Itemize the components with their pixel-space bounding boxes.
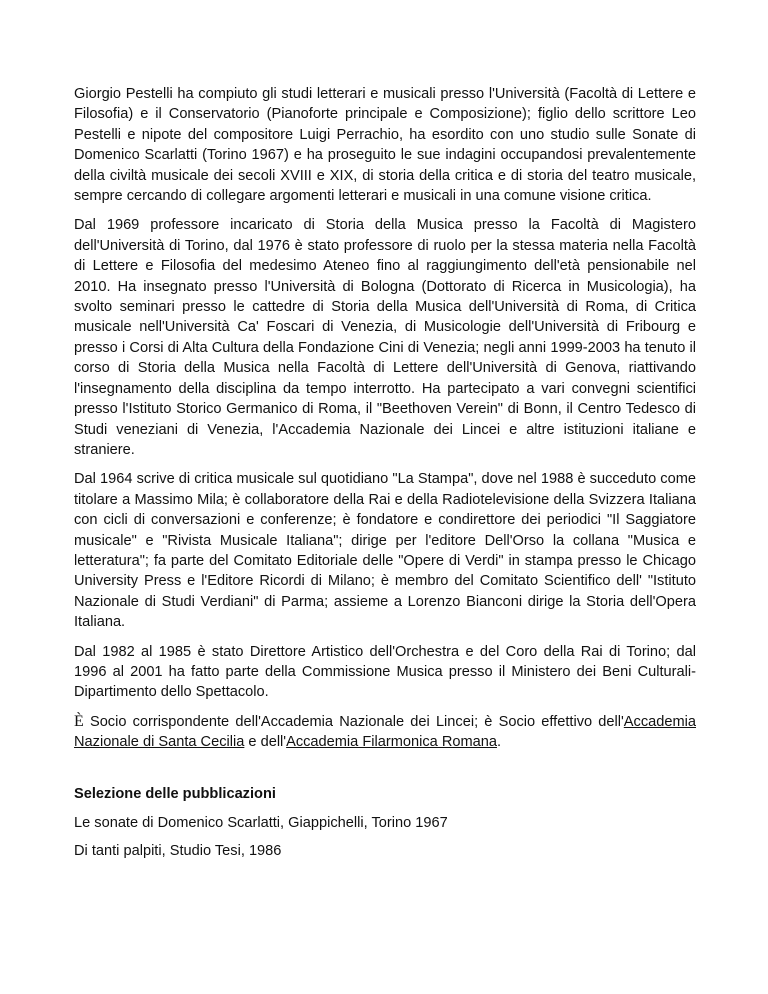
bio-paragraph-5 (74, 712, 696, 753)
publication-item: Di tanti palpiti, Studio Tesi, 1986 (74, 843, 282, 860)
document-page (74, 84, 696, 870)
publications-heading: Selezione delle pubblicazioni (74, 785, 276, 802)
paragraph-text: Socio corrispondente dell'Accademia Nazionale dei Lincei; è Socio effettivo dell' (83, 713, 624, 730)
bio-paragraph-1: Giorgio Pestelli ha compiuto gli studi letterari e musicali presso l'Università (Facoltà di Lettere e Filosofia) e il Conservatorio (Pianoforte principale e Composizione); figlio dello scrittore Leo Pestelli e nipote del compositore Luigi Perrachio, ha esordito con uno studio sulle Sonate di Domenico Scarlatti (Torino 1967) e ha proseguito le sue indagini occupandosi prevalentemente della civiltà musicale dei secoli XVIII e XIX, di storia della critica e di storia del teatro musicale, sempre cercando di collegare argomenti letterari e musicali in una comune visione critica. (74, 86, 696, 205)
link-filarmonica-romana[interactable]: Accademia Filarmonica Romana (286, 734, 497, 751)
paragraph-text: e dell' (244, 734, 287, 751)
paragraph-text: . (496, 734, 502, 751)
link-santa-cecilia[interactable]: Accademia Nazionale di Santa Cecilia (74, 713, 696, 751)
paragraph-lead-letter: È (74, 712, 84, 730)
bio-paragraph-4: Dal 1982 al 1985 è stato Direttore Artistico dell'Orchestra e del Coro della Rai di Torino; dal 1996 al 2001 ha fatto parte della Commissione Musica presso il Ministero dei Beni Culturali-Dipartimento dello Spettacolo. (74, 643, 696, 701)
bio-paragraph-2: Dal 1969 professore incaricato di Storia della Musica presso la Facoltà di Magistero dell'Università di Torino, dal 1976 è stato professore di ruolo per la stessa materia nella Facoltà di Lettere e Filosofia del medesimo Ateneo fino al raggiungimento dell'età pensionabile nel 2010. Ha insegnato presso l'Università di Bologna (Dottorato di Ricerca in Musicologia), ha svolto seminari presso le cattedre di Storia della Musica dell'Università di Roma, di Critica musicale nell'Università Ca' Foscari di Venezia, di Musicologie dell'Università di Fribourg e presso i Corsi di Alta Cultura della Fondazione Cini di Venezia; negli anni 1999-2003 ha tenuto il corso di Storia della Musica nella Facoltà di Lettere dell'Università di Genova, riattivando l'insegnamento della disciplina da tempo interrotto. Ha partecipato a vari convegni scientifici presso l'Istituto Storico Germanico di Roma, il "Beethoven Verein" di Bonn, il Centro Tedesco di Studi veneziani di Venezia, l'Accademia Nazionale dei Lincei e altre istituzioni italiane e straniere. (74, 217, 696, 458)
publication-item: Le sonate di Domenico Scarlatti, Giappichelli, Torino 1967 (74, 815, 448, 831)
bio-paragraph-3: Dal 1964 scrive di critica musicale sul quotidiano "La Stampa", dove nel 1988 è succeduto come titolare a Massimo Mila; è collaboratore della Rai e della Radiotelevisione della Svizzera Italiana con cicli di conversazioni e conferenze; è fondatore e condirettore dei periodici "Il Saggiatore musicale" e "Rivista Musicale Italiana"; dirige per l'editore Dell'Orso la collana "Musica e letteratura"; fa parte del Comitato Editoriale delle "Opere di Verdi" in stampa presso le Chicago University Press e l'Editore Ricordi di Milano; è membro del Comitato Scientifico dell' "Istituto Nazionale di Studi Verdiani" di Parma; assieme a Lorenzo Bianconi dirige la Storia dell'Opera Italiana. (74, 471, 696, 631)
